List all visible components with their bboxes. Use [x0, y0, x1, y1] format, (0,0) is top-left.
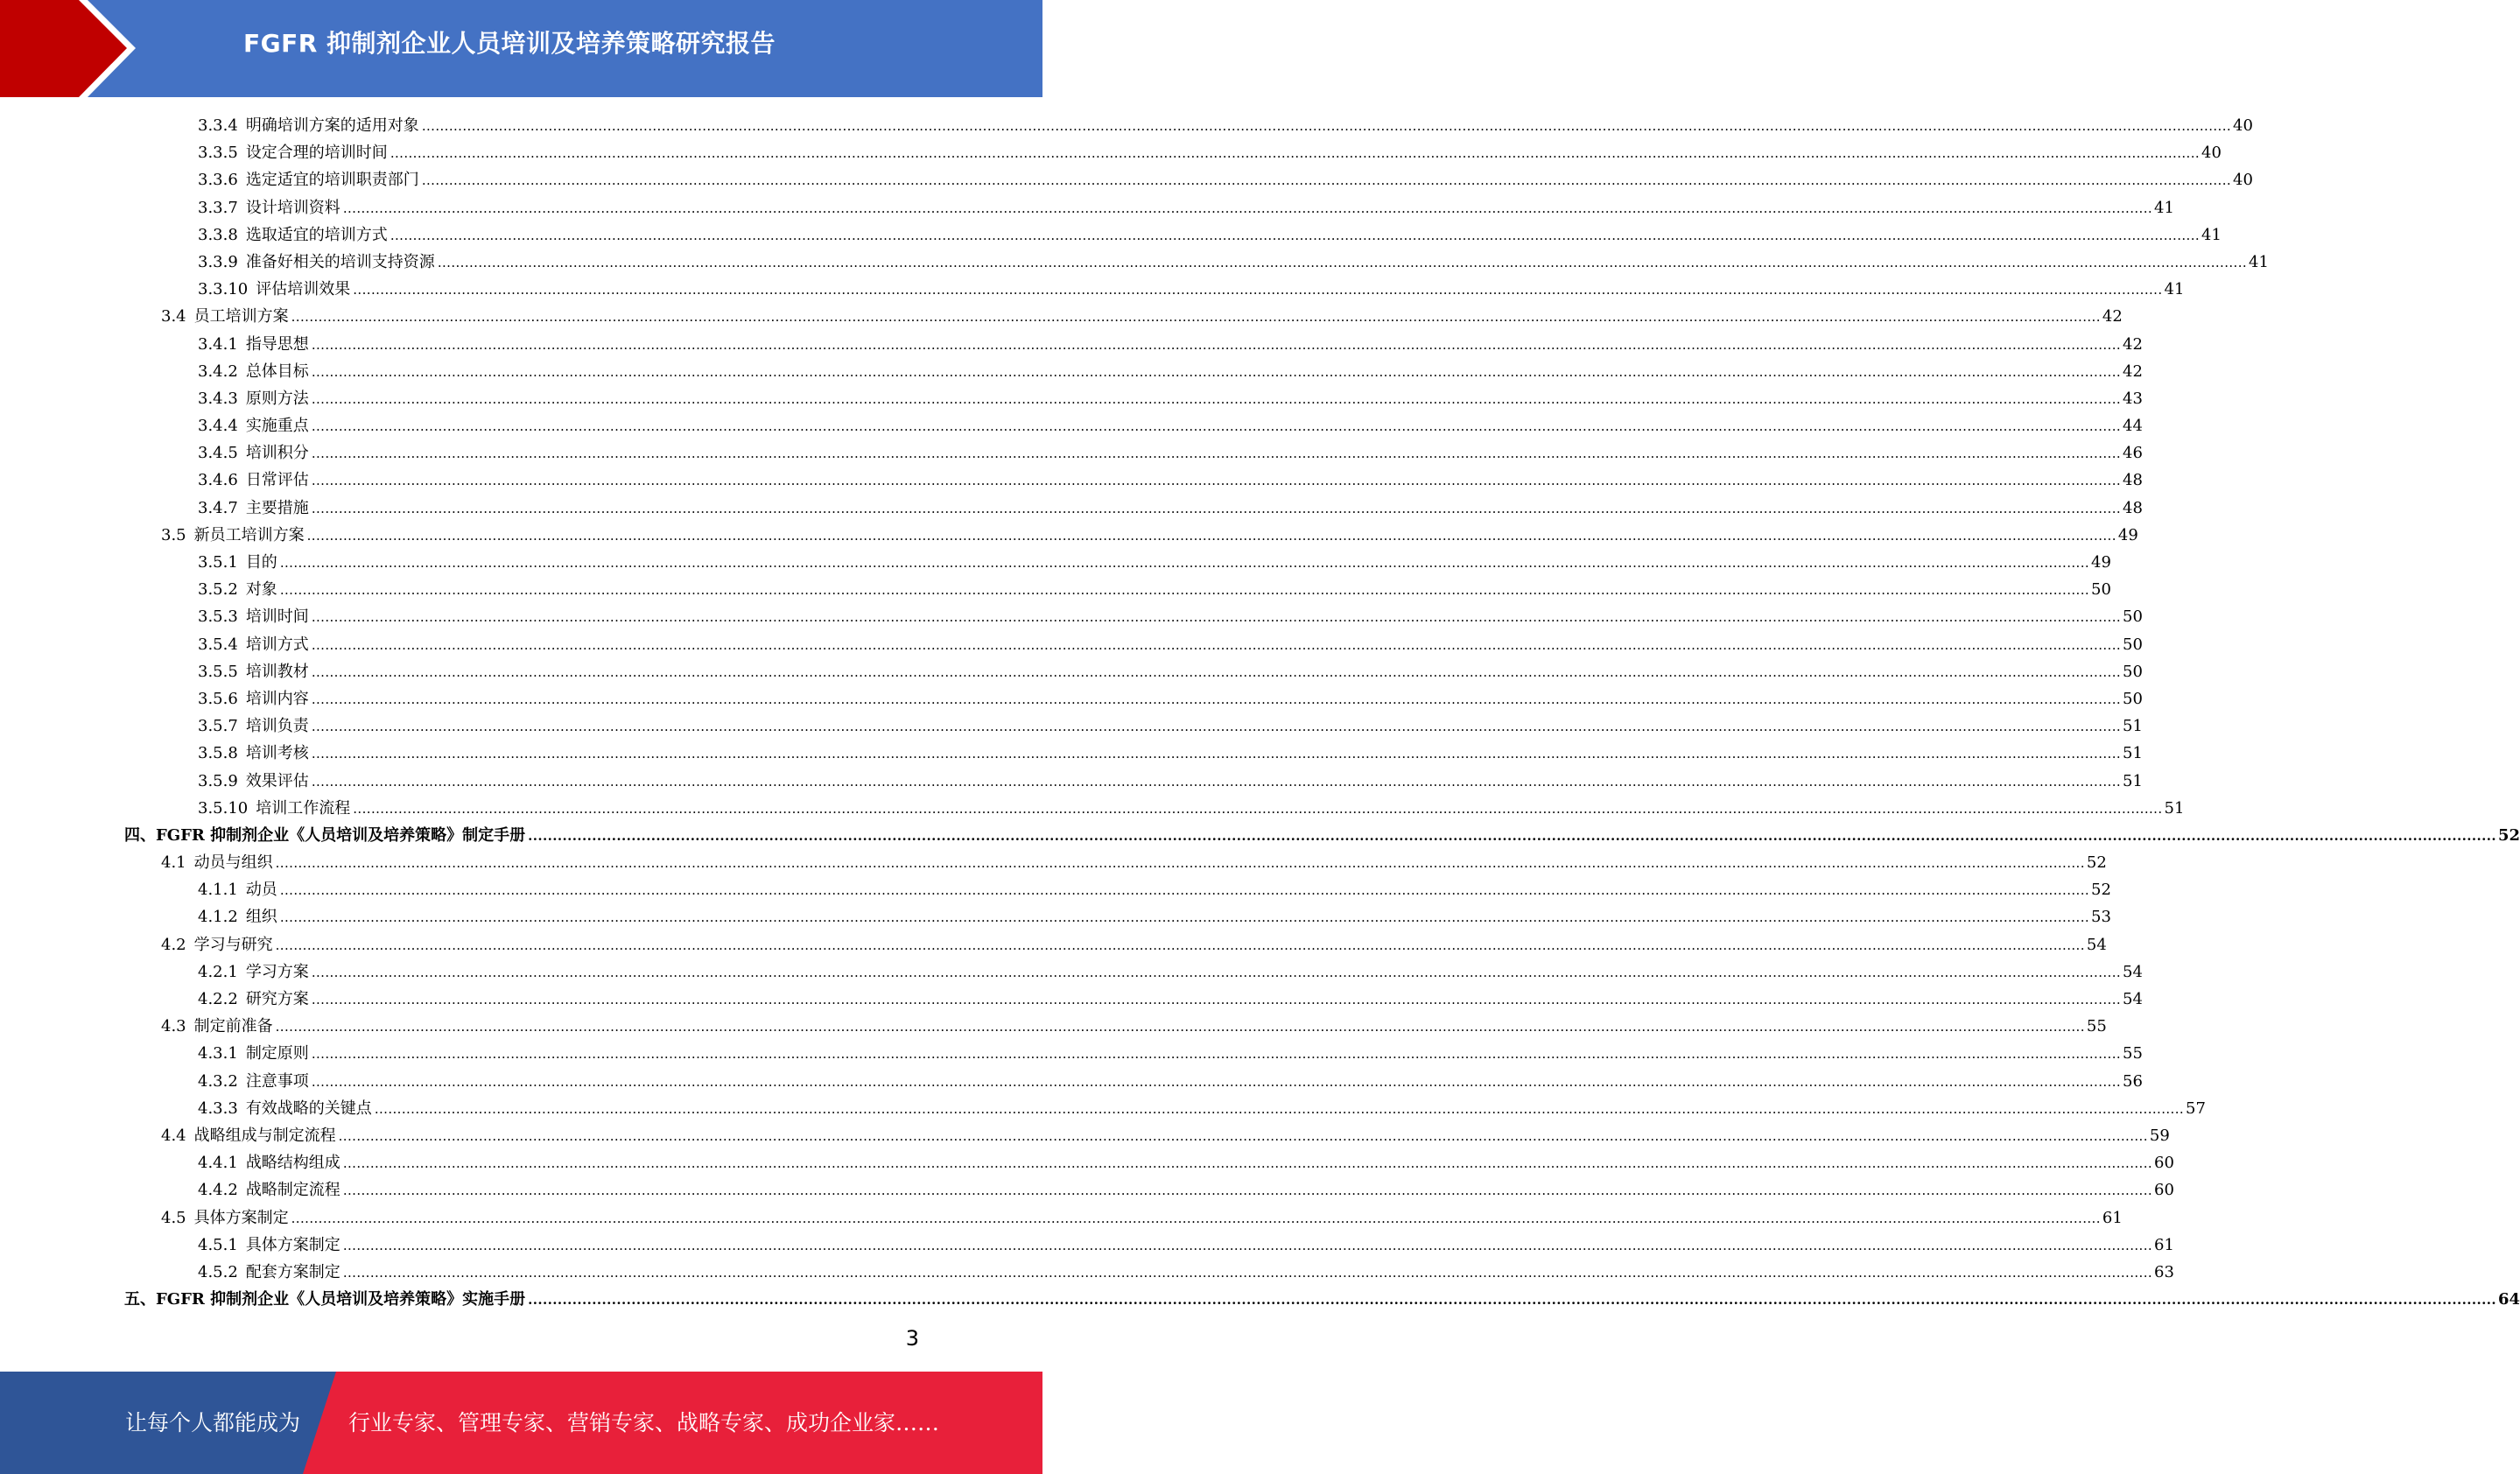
toc-entry-page: 54 [2123, 990, 2143, 1008]
toc-dot-leader: ................................................................................................................................................................................................................................................................................................................................................................................................................ [353, 800, 2163, 817]
toc-dot-leader: ................................................................................................................................................................................................................................................................................................................................................................................................................ [306, 527, 2116, 544]
toc-entry-page: 41 [2154, 198, 2174, 217]
toc-entry-title: 设定合理的培训时间 [245, 144, 388, 163]
toc-entry[interactable] [0, 768, 2143, 795]
toc-entry-number: 3.5.5 [198, 662, 238, 681]
toc-entry-page: 48 [2123, 498, 2143, 517]
toc-entry-page: 57 [2186, 1098, 2206, 1118]
toc-entry-page: 49 [2117, 525, 2138, 544]
toc-entry-page: 46 [2123, 444, 2143, 463]
report-title: FGFR 抑制剂企业人员培训及培养策略研究报告 [243, 29, 776, 58]
toc-dot-leader: ................................................................................................................................................................................................................................................................................................................................................................................................................ [311, 746, 2122, 762]
toc-entry[interactable] [0, 1068, 2143, 1095]
toc-entry[interactable] [0, 576, 2111, 603]
toc-entry-title: 培训考核 [245, 744, 309, 763]
toc-entry[interactable] [0, 1122, 2170, 1149]
toc-entry-page: 40 [2233, 116, 2253, 135]
toc-dot-leader: ................................................................................................................................................................................................................................................................................................................................................................................................................ [528, 827, 2497, 844]
toc-entry-page: 43 [2123, 389, 2143, 408]
toc-entry-title: 准备好相关的培训支持资源 [245, 252, 435, 271]
toc-entry-title: 原则方法 [245, 389, 309, 408]
toc-entry-title: 战略结构组成 [245, 1154, 340, 1173]
toc-dot-leader: ................................................................................................................................................................................................................................................................................................................................................................................................................ [342, 1183, 2153, 1199]
toc-entry-number: 3.3.6 [198, 171, 238, 190]
toc-entry[interactable] [0, 276, 2185, 303]
toc-dot-leader: ................................................................................................................................................................................................................................................................................................................................................................................................................ [311, 363, 2122, 380]
toc-entry-number: 4.2.1 [198, 962, 238, 981]
toc-dot-leader: ................................................................................................................................................................................................................................................................................................................................................................................................................ [421, 172, 2232, 189]
toc-entry-number: 3.5.7 [198, 717, 238, 736]
toc-dot-leader: ................................................................................................................................................................................................................................................................................................................................................................................................................ [421, 118, 2232, 134]
toc-entry-page: 51 [2164, 798, 2185, 818]
toc-dot-leader: ................................................................................................................................................................................................................................................................................................................................................................................................................ [291, 309, 2101, 326]
toc-entry-page: 52 [2091, 881, 2111, 900]
toc-entry-page: 63 [2154, 1262, 2174, 1281]
toc-dot-leader: ................................................................................................................................................................................................................................................................................................................................................................................................................ [390, 227, 2201, 243]
toc-dot-leader: ................................................................................................................................................................................................................................................................................................................................................................................................................ [279, 882, 2090, 899]
toc-entry-title: 指导思想 [245, 334, 309, 354]
toc-entry-number: 3.5.2 [198, 580, 238, 600]
toc-entry-page: 60 [2154, 1181, 2174, 1200]
toc-entry[interactable] [0, 139, 2222, 166]
toc-entry-page: 50 [2123, 689, 2143, 708]
toc-entry-page: 64 [2498, 1290, 2520, 1309]
toc-entry-number: 3.4.7 [198, 498, 238, 517]
page-number: 3 [905, 1326, 919, 1351]
toc-entry-title: 战略组成与制定流程 [193, 1126, 336, 1145]
toc-entry-number: 3.3.7 [198, 198, 238, 217]
toc-entry-number: 4.2.2 [198, 990, 238, 1008]
toc-entry-number: 4.5 [161, 1208, 186, 1227]
toc-entry-title: 培训内容 [245, 689, 309, 708]
toc-entry-number: 3.3.8 [198, 225, 238, 244]
toc-entry-number: 3.4.3 [198, 389, 238, 408]
toc-entry-number: 3.4.1 [198, 334, 238, 354]
toc-entry-page: 40 [2233, 171, 2253, 190]
toc-dot-leader: ................................................................................................................................................................................................................................................................................................................................................................................................................ [390, 145, 2201, 162]
toc-entry[interactable] [0, 1040, 2143, 1067]
toc-dot-leader: ................................................................................................................................................................................................................................................................................................................................................................................................................ [342, 1237, 2153, 1253]
toc-entry-page: 54 [2086, 935, 2107, 954]
toc-entry-number: 4.1 [161, 853, 186, 873]
toc-entry-number: 3.3.4 [198, 116, 238, 135]
toc-entry-page: 48 [2123, 471, 2143, 490]
toc-entry-number: 4.3.1 [198, 1044, 238, 1063]
toc-entry-page: 40 [2201, 144, 2222, 163]
toc-entry-number: 4.3.2 [198, 1071, 238, 1091]
toc-entry-title: 效果评估 [245, 771, 309, 790]
toc-entry[interactable] [0, 522, 2138, 549]
toc-entry-page: 51 [2123, 771, 2143, 790]
toc-entry[interactable] [0, 903, 2111, 930]
toc-entry[interactable] [0, 712, 2143, 740]
toc-entry-title: 选定适宜的培训职责部门 [245, 171, 419, 190]
toc-entry-title: 培训工作流程 [256, 798, 351, 818]
toc-entry[interactable] [0, 1095, 2206, 1122]
toc-dot-leader: ................................................................................................................................................................................................................................................................................................................................................................................................................ [311, 473, 2122, 489]
toc-entry-page: 61 [2154, 1235, 2174, 1254]
toc-entry-title: 培训积分 [245, 444, 309, 463]
toc-entry[interactable] [0, 1204, 2123, 1232]
toc-dot-leader: ................................................................................................................................................................................................................................................................................................................................................................................................................ [311, 719, 2122, 735]
toc-entry-page: 59 [2149, 1126, 2170, 1145]
toc-entry[interactable] [0, 1232, 2174, 1259]
toc-dot-leader: ................................................................................................................................................................................................................................................................................................................................................................................................................ [279, 555, 2090, 571]
toc-entry[interactable] [0, 303, 2123, 330]
toc-entry-title: 评估培训效果 [256, 280, 351, 299]
toc-entry-title: 设计培训资料 [245, 198, 340, 217]
toc-dot-leader: ................................................................................................................................................................................................................................................................................................................................................................................................................ [279, 582, 2090, 599]
toc-entry-number: 3.5 [161, 525, 186, 544]
toc-entry[interactable] [0, 603, 2143, 630]
toc-entry-number: 3.5.4 [198, 635, 238, 654]
toc-dot-leader: ................................................................................................................................................................................................................................................................................................................................................................................................................ [279, 909, 2090, 926]
toc-entry-number: 3.5.10 [198, 798, 249, 818]
toc-entry[interactable] [0, 876, 2111, 903]
toc-entry-number: 4.1.1 [198, 881, 238, 900]
toc-entry-page: 55 [2086, 1017, 2107, 1036]
toc-entry-title: 制定前准备 [193, 1017, 273, 1036]
toc-entry-page: 50 [2123, 635, 2143, 654]
toc-entry-title: 培训教材 [245, 662, 309, 681]
toc-dot-leader: ................................................................................................................................................................................................................................................................................................................................................................................................................ [311, 964, 2122, 980]
toc-entry-page: 61 [2102, 1208, 2123, 1227]
toc-dot-leader: ................................................................................................................................................................................................................................................................................................................................................................................................................ [311, 663, 2122, 680]
toc-entry-page: 44 [2123, 417, 2143, 436]
toc-entry-page: 55 [2123, 1044, 2143, 1063]
toc-entry-page: 50 [2123, 607, 2143, 627]
toc-entry[interactable] [0, 1259, 2174, 1286]
toc-entry[interactable] [0, 495, 2143, 522]
toc-entry[interactable] [0, 795, 2185, 822]
toc-entry[interactable] [0, 1286, 2520, 1313]
toc-entry-title: 明确培训方案的适用对象 [245, 116, 419, 135]
toc-dot-leader: ................................................................................................................................................................................................................................................................................................................................................................................................................ [275, 1019, 2085, 1035]
toc-entry-title: 新员工培训方案 [193, 525, 305, 544]
toc-entry-page: 50 [2091, 580, 2111, 600]
toc-entry-page: 51 [2123, 744, 2143, 763]
toc-entry-title: 具体方案制定 [245, 1235, 340, 1254]
toc-entry-title: 总体目标 [245, 361, 309, 381]
toc-entry-title: 培训时间 [245, 607, 309, 627]
toc-entry-title: 五、FGFR 抑制剂企业《人员培训及培养策略》实施手册 [124, 1290, 526, 1309]
toc-entry[interactable] [0, 358, 2143, 385]
toc-dot-leader: ................................................................................................................................................................................................................................................................................................................................................................................................................ [353, 282, 2163, 298]
toc-dot-leader: ................................................................................................................................................................................................................................................................................................................................................................................................................ [311, 390, 2122, 407]
toc-entry-page: 41 [2164, 280, 2185, 299]
toc-entry-page: 52 [2086, 853, 2107, 873]
toc-dot-leader: ................................................................................................................................................................................................................................................................................................................................................................................................................ [338, 1127, 2148, 1144]
toc-entry[interactable] [0, 549, 2111, 576]
toc-entry-page: 53 [2091, 908, 2111, 927]
toc-entry-number: 3.5.1 [198, 553, 238, 572]
toc-entry-number: 4.4.1 [198, 1154, 238, 1173]
toc-dot-leader: ................................................................................................................................................................................................................................................................................................................................................................................................................ [311, 1046, 2122, 1063]
toc-entry[interactable] [0, 385, 2143, 412]
toc-entry-number: 3.4.2 [198, 361, 238, 381]
toc-entry-number: 3.3.5 [198, 144, 238, 163]
toc-entry[interactable] [0, 412, 2143, 439]
toc-dot-leader: ................................................................................................................................................................................................................................................................................................................................................................................................................ [311, 773, 2122, 790]
toc-entry-number: 4.3.3 [198, 1098, 238, 1118]
toc-entry[interactable] [0, 631, 2143, 658]
toc-dot-leader: ................................................................................................................................................................................................................................................................................................................................................................................................................ [311, 418, 2122, 435]
toc-dot-leader: ................................................................................................................................................................................................................................................................................................................................................................................................................ [311, 336, 2122, 353]
toc-entry[interactable] [0, 249, 2269, 276]
toc-entry-number: 4.4 [161, 1126, 186, 1145]
toc-dot-leader: ................................................................................................................................................................................................................................................................................................................................................................................................................ [342, 1155, 2153, 1172]
toc-entry-page: 56 [2123, 1071, 2143, 1091]
toc-entry-number: 4.5.1 [198, 1235, 238, 1254]
toc-entry-page: 42 [2123, 361, 2143, 381]
toc-entry-number: 3.4 [161, 307, 186, 326]
toc-entry[interactable] [0, 112, 2253, 139]
toc-entry[interactable] [0, 331, 2143, 358]
toc-entry-title: 动员 [245, 881, 277, 900]
toc-entry-number: 3.5.8 [198, 744, 238, 763]
toc-dot-leader: ................................................................................................................................................................................................................................................................................................................................................................................................................ [311, 609, 2122, 626]
toc-entry-page: 51 [2123, 717, 2143, 736]
toc-entry-title: 动员与组织 [193, 853, 273, 873]
toc-entry-number: 3.3.10 [198, 280, 249, 299]
table-of-contents [0, 112, 2520, 1313]
toc-entry[interactable] [0, 1149, 2174, 1176]
toc-entry-number: 4.4.2 [198, 1181, 238, 1200]
toc-entry-number: 4.3 [161, 1017, 186, 1036]
toc-entry-number: 3.3.9 [198, 252, 238, 271]
toc-entry-number: 3.5.3 [198, 607, 238, 627]
toc-entry-title: 配套方案制定 [245, 1262, 340, 1281]
toc-entry-title: 注意事项 [245, 1071, 309, 1091]
toc-entry-title: 学习与研究 [193, 935, 273, 954]
toc-entry-title: 组织 [245, 908, 277, 927]
toc-dot-leader: ................................................................................................................................................................................................................................................................................................................................................................................................................ [342, 200, 2153, 216]
toc-dot-leader: ................................................................................................................................................................................................................................................................................................................................................................................................................ [311, 446, 2122, 462]
toc-entry-number: 3.4.4 [198, 417, 238, 436]
footer-slogan-right: 行业专家、管理专家、营销专家、战略专家、成功企业家…… [348, 1410, 940, 1435]
toc-entry-number: 3.5.9 [198, 771, 238, 790]
toc-dot-leader: ................................................................................................................................................................................................................................................................................................................................................................................................................ [311, 992, 2122, 1007]
toc-dot-leader: ................................................................................................................................................................................................................................................................................................................................................................................................................ [291, 1210, 2101, 1226]
toc-entry-title: 四、FGFR 抑制剂企业《人员培训及培养策略》制定手册 [124, 825, 526, 845]
toc-dot-leader: ................................................................................................................................................................................................................................................................................................................................................................................................................ [311, 1073, 2122, 1090]
toc-entry[interactable] [0, 822, 2520, 849]
toc-entry-title: 有效战略的关键点 [245, 1098, 372, 1118]
toc-entry-number: 3.5.6 [198, 689, 238, 708]
toc-entry[interactable] [0, 931, 2107, 958]
toc-entry-number: 3.4.6 [198, 471, 238, 490]
toc-entry[interactable] [0, 221, 2222, 249]
toc-entry-title: 对象 [245, 580, 277, 600]
toc-entry-title: 学习方案 [245, 962, 309, 981]
toc-entry-page: 52 [2498, 825, 2520, 845]
toc-entry-number: 4.2 [161, 935, 186, 954]
toc-entry-title: 培训负责 [245, 717, 309, 736]
footer-slogan-left: 让每个人都能成为 [125, 1410, 301, 1435]
toc-entry[interactable] [0, 1176, 2174, 1204]
page-footer [0, 1372, 1042, 1474]
toc-entry-title: 日常评估 [245, 471, 309, 490]
toc-entry-title: 具体方案制定 [193, 1208, 289, 1227]
toc-entry[interactable] [0, 986, 2143, 1013]
toc-dot-leader: ................................................................................................................................................................................................................................................................................................................................................................................................................ [311, 636, 2122, 653]
toc-entry-title: 员工培训方案 [193, 307, 289, 326]
toc-entry[interactable] [0, 740, 2143, 767]
toc-dot-leader: ................................................................................................................................................................................................................................................................................................................................................................................................................ [342, 1264, 2153, 1281]
toc-entry-page: 54 [2123, 962, 2143, 981]
toc-entry-title: 选取适宜的培训方式 [245, 225, 388, 244]
toc-entry-number: 4.5.2 [198, 1262, 238, 1281]
toc-dot-leader: ................................................................................................................................................................................................................................................................................................................................................................................................................ [437, 254, 2248, 270]
toc-entry-page: 50 [2123, 662, 2143, 681]
toc-entry-page: 49 [2091, 553, 2111, 572]
toc-dot-leader: ................................................................................................................................................................................................................................................................................................................................................................................................................ [311, 691, 2122, 707]
toc-entry-title: 主要措施 [245, 498, 309, 517]
toc-entry-page: 42 [2102, 307, 2123, 326]
toc-dot-leader: ................................................................................................................................................................................................................................................................................................................................................................................................................ [374, 1100, 2185, 1117]
toc-entry-title: 实施重点 [245, 417, 309, 436]
toc-entry-page: 60 [2154, 1154, 2174, 1173]
toc-entry[interactable] [0, 194, 2174, 221]
toc-entry-title: 制定原则 [245, 1044, 309, 1063]
toc-entry-number: 3.4.5 [198, 444, 238, 463]
page-header [0, 0, 1042, 97]
toc-entry[interactable] [0, 685, 2143, 712]
toc-entry[interactable] [0, 467, 2143, 494]
toc-entry-page: 41 [2249, 252, 2269, 271]
toc-dot-leader: ................................................................................................................................................................................................................................................................................................................................................................................................................ [311, 500, 2122, 516]
toc-entry[interactable] [0, 166, 2253, 193]
toc-entry-number: 4.1.2 [198, 908, 238, 927]
toc-entry[interactable] [0, 439, 2143, 467]
toc-entry-title: 培训方式 [245, 635, 309, 654]
toc-dot-leader: ................................................................................................................................................................................................................................................................................................................................................................................................................ [275, 937, 2085, 953]
toc-entry-title: 目的 [245, 553, 277, 572]
toc-dot-leader: ................................................................................................................................................................................................................................................................................................................................................................................................................ [275, 855, 2085, 872]
toc-entry-page: 41 [2201, 225, 2222, 244]
toc-entry[interactable] [0, 849, 2107, 876]
toc-entry-title: 研究方案 [245, 990, 309, 1008]
toc-entry[interactable] [0, 658, 2143, 685]
toc-entry-title: 战略制定流程 [245, 1181, 340, 1200]
toc-dot-leader: ................................................................................................................................................................................................................................................................................................................................................................................................................ [528, 1292, 2497, 1309]
toc-entry[interactable] [0, 958, 2143, 986]
toc-entry-page: 42 [2123, 334, 2143, 354]
toc-entry[interactable] [0, 1013, 2107, 1040]
